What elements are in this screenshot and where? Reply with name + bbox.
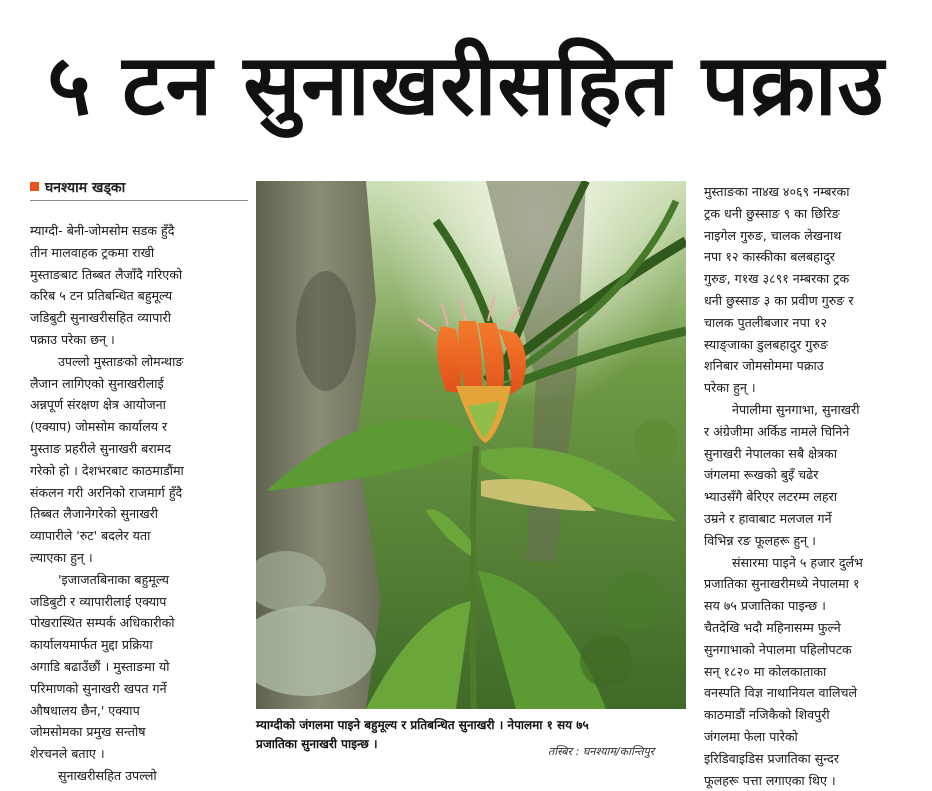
article-line: कार्यालयमार्फत मुद्दा प्रक्रिया: [30, 637, 153, 653]
article-line: उपल्लो मुस्ताङको लोमन्थाङ: [58, 353, 184, 369]
article-line: तिब्बत लैजानेगरेको सुनाखरी: [30, 506, 159, 522]
article-line: जंगलमा फेला पारेको: [704, 728, 798, 744]
article-line: लैजान लागिएको सुनाखरीलाई: [30, 375, 164, 391]
article-line: र अंग्रेजीमा अर्किड नामले चिनिने: [704, 423, 850, 439]
article-line: विभिन्न रङ फूलहरू हुन् ।: [704, 532, 816, 548]
article-line: संसारमा पाइने ५ हजार दुर्लभ: [732, 554, 863, 570]
article-line: सन् १८२० मा कोलकाताका: [704, 663, 827, 679]
byline: [30, 178, 248, 201]
article-line: अन्नपूर्ण संरक्षण क्षेत्र आयोजना: [30, 397, 166, 413]
article-line: औषधालय छैन,' एक्याप: [30, 702, 140, 718]
article-line: जोमसोमका प्रमुख सन्तोष: [30, 724, 146, 740]
article-column-3: [704, 181, 914, 791]
article-line: ट्रक धनी छुस्साङ ९ का छिरिङ: [704, 205, 840, 221]
headline: ५ टन सुनाखरीसहित पक्राउ: [47, 36, 885, 134]
article-line: इरिडिवाइडिस प्रजातिका सुन्दर: [704, 750, 839, 766]
article-line: मुस्ताङबाट तिब्बत लैजाँदै गरिएको: [30, 266, 183, 282]
article-line: (एक्याप) जोमसोम कार्यालय र: [30, 419, 168, 435]
article-line: ल्याएका हुन् ।: [30, 549, 93, 565]
article-line: फूलहरू पत्ता लगाएका थिए ।: [704, 772, 836, 788]
article-line: चालक पुतलीबजार नपा १२: [704, 314, 828, 330]
photo-credit: तस्बिर : घनश्याम/कान्तिपुर: [548, 745, 655, 758]
article-line: नाइगेल गुरुङ, चालक लेखनाथ: [704, 227, 842, 243]
article-line: धनी छुस्साङ ३ का प्रवीण गुरुङ र: [704, 292, 854, 308]
article-line: अगाडि बढाउँछौं । मुस्ताङमा यो: [30, 658, 170, 674]
article-line: काठमाडौं नजिकैको शिवपुरी: [704, 707, 830, 723]
article-line: शनिबार जोमसोममा पक्राउ: [704, 358, 824, 374]
article-line: मुस्ताङका ना४ख ४०६९ नम्बरका: [704, 184, 850, 199]
article-line: परेका हुन् ।: [704, 380, 756, 396]
article-line: नपा १२ कास्कीका बलबहादुर: [704, 249, 835, 265]
article-line: करिब ५ टन प्रतिबन्धित बहुमूल्य: [30, 288, 173, 304]
article-line: जडिबुटी र व्यापारीलाई एक्याप: [30, 593, 167, 609]
article-line: पक्राउ परेका छन् ।: [30, 331, 115, 347]
article-line: चैतदेखि भदौ महिनासम्म फुल्ने: [704, 619, 841, 635]
article-line: सुनाखरी नेपालका सबै क्षेत्रका: [704, 445, 837, 461]
article-line: सुनगाभाको नेपालमा पहिलोपटक: [704, 641, 852, 657]
article-line: सय ७५ प्रजातिका पाइन्छ ।: [704, 598, 826, 614]
article-line: वनस्पति विज्ञ नाथानियल वालिचले: [704, 685, 858, 701]
caption-line-2: प्रजातिका सुनाखरी पाइन्छ ।: [256, 737, 378, 751]
article-line: म्याग्दी- बेनी-जोमसोम सडक हुँदै: [30, 223, 175, 238]
article-line: भ्याउसँगै बेरिएर लटरम्म लहरा: [704, 489, 838, 505]
orchid-photo: [256, 181, 686, 709]
article-line: मुस्ताङ प्रहरीले सुनाखरी बरामद: [30, 440, 172, 456]
article-line: तीन मालवाहक ट्रकमा राखी: [30, 244, 155, 260]
article-line: स्याङ्जाका डुलबहादुर गुरुङ: [704, 336, 828, 352]
article-line: परिमाणको सुनाखरी खपत गर्ने: [30, 680, 167, 696]
article-line: संकलन गरी अरनिको राजमार्ग हुँदै: [30, 484, 183, 500]
article-column-1: [30, 220, 250, 787]
article-line: गरेको हो । देशभरबाट काठमाडौंमा: [30, 462, 184, 478]
article-line: प्रजातिका सुनाखरीमध्ये नेपालमा १: [704, 576, 860, 592]
article-line: जंगलमा रूखको बुइँ चढेर: [704, 467, 819, 483]
article-line: व्यापारीले 'रुट' बदलेर यता: [30, 528, 151, 544]
byline-square-icon: [30, 182, 39, 191]
article-line: पोखरास्थित सम्पर्क अधिकारीको: [30, 615, 175, 631]
byline-author: घनश्याम खड्का: [45, 180, 126, 196]
orchid-photo-illustration: [256, 181, 686, 709]
article-line: शेरचनले बताए ।: [30, 746, 105, 762]
article-line: 'इजाजतबिनाका बहुमूल्य: [58, 571, 169, 587]
article-line: सुनाखरीसहित उपल्लो: [58, 767, 157, 783]
caption-line-1: म्याग्दीको जंगलमा पाइने बहुमूल्य र प्रतिबन्धित सुनाखरी । नेपालमा १ सय ७५: [256, 718, 589, 732]
article-line: उम्रने र हावाबाट मलजल गर्ने: [704, 510, 832, 526]
article-line: जडिबुटी सुनाखरीसहित व्यापारी: [30, 310, 171, 326]
article-line: गुरुङ, ग१ख ३८९१ नम्बरका ट्रक: [704, 271, 850, 287]
article-line: नेपालीमा सुनगाभा, सुनाखरी: [732, 401, 860, 417]
